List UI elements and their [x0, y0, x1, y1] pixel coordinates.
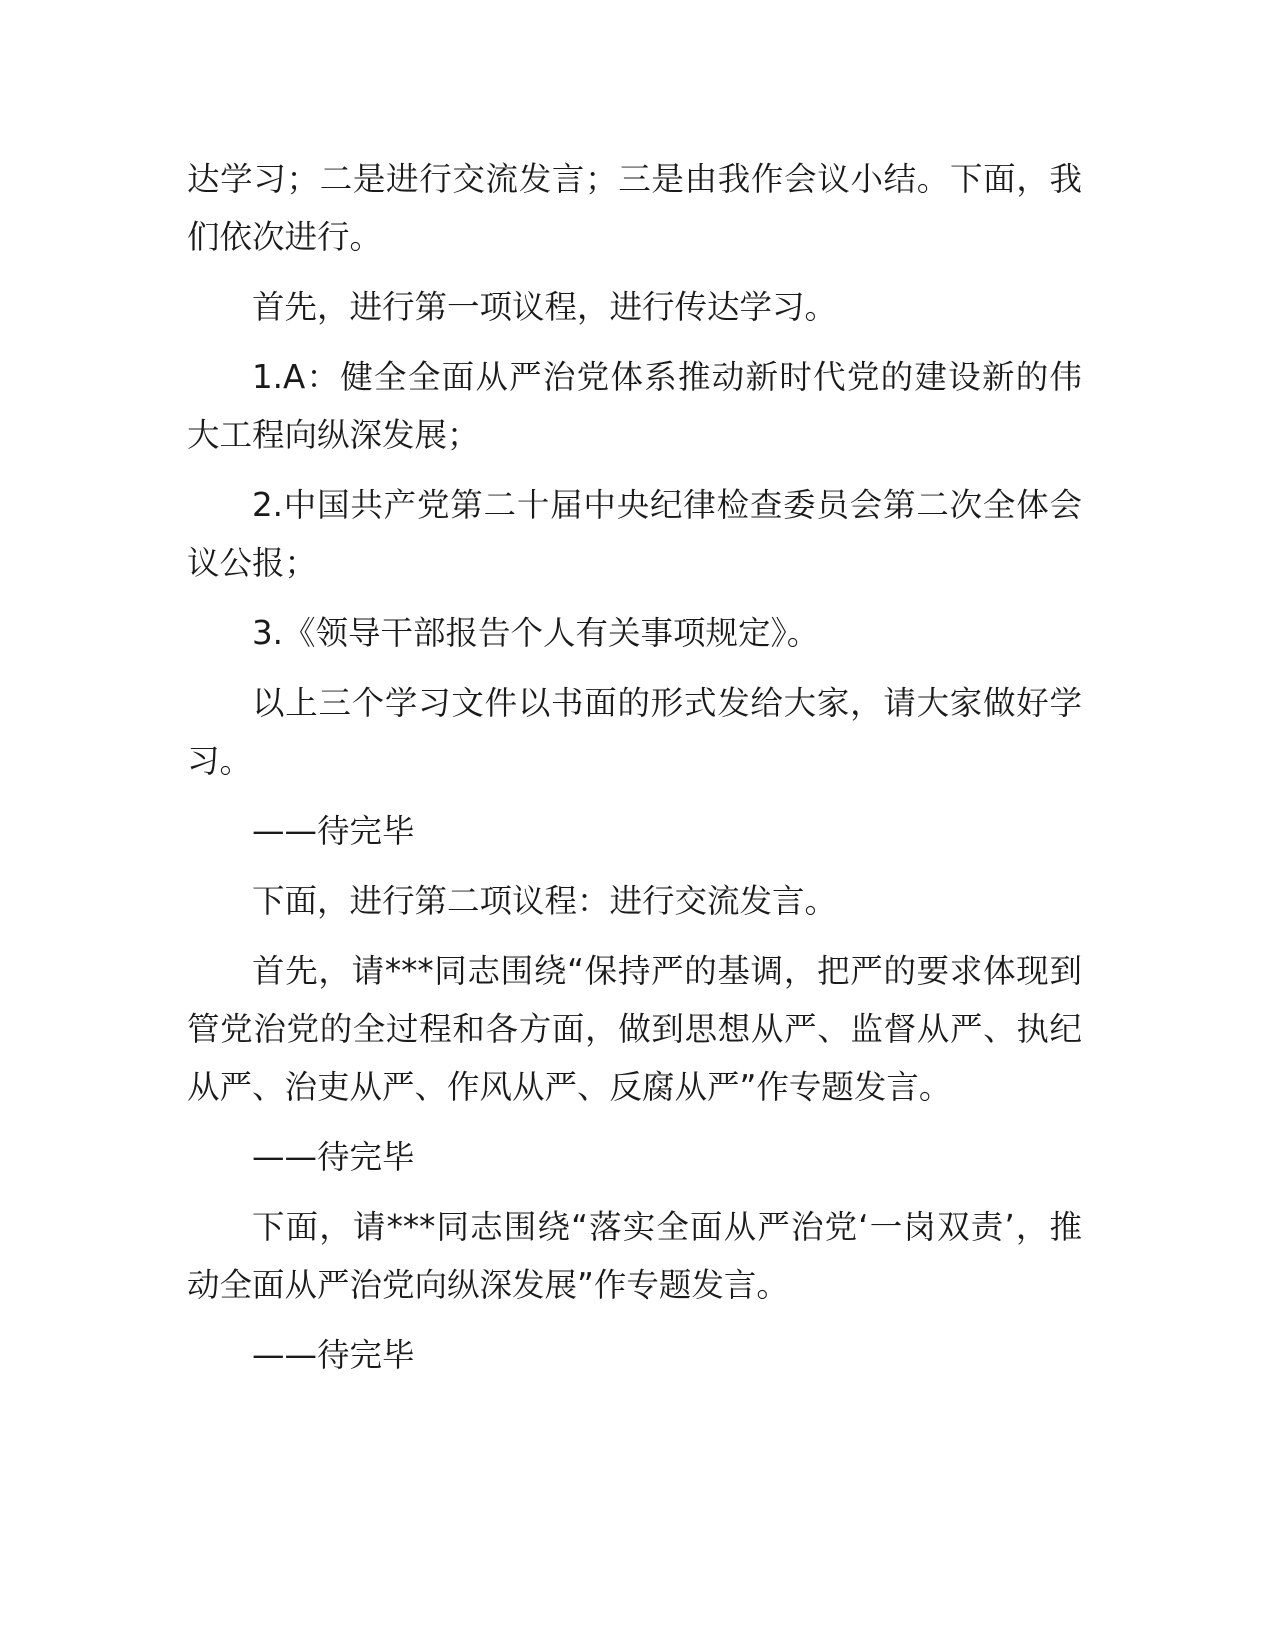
paragraph-second-speaker: 下面，请***同志围绕“落实全面从严治党‘一岗双责’，推动全面从严治党向纵深发展”作专题发言。	[187, 1208, 1082, 1304]
paragraph-study-note: 以上三个学习文件以书面的形式发给大家，请大家做好学习。	[187, 684, 1082, 780]
paragraph-study-document-2: 2.中国共产党第二十届中央纪律检查委员会第二次全体会议公报；	[187, 486, 1082, 582]
document-body	[187, 150, 1082, 1396]
paragraph-first-speaker: 首先，请***同志围绕“保持严的基调，把严的要求体现到管党治党的全过程和各方面，做到思想从严、监督从严、执纪从严、治吏从严、作风从严、反腐从严”作专题发言。	[187, 952, 1082, 1106]
paragraph-study-document-3: 3.《领导干部报告个人有关事项规定》。	[252, 614, 820, 652]
paragraph-pause-marker: ——待完毕	[252, 1336, 415, 1374]
paragraph-study-document-1: 1.A：健全全面从严治党体系推动新时代党的建设新的伟大工程向纵深发展；	[187, 358, 1082, 454]
paragraph-continuation: 达学习；二是进行交流发言；三是由我作会议小结。下面，我们依次进行。	[187, 160, 1082, 256]
paragraph-agenda-item-two-intro: 下面，进行第二项议程：进行交流发言。	[252, 882, 838, 920]
paragraph-pause-marker: ——待完毕	[252, 812, 415, 850]
paragraph-pause-marker: ——待完毕	[252, 1138, 415, 1176]
paragraph-agenda-item-one-intro: 首先，进行第一项议程，进行传达学习。	[252, 288, 838, 326]
